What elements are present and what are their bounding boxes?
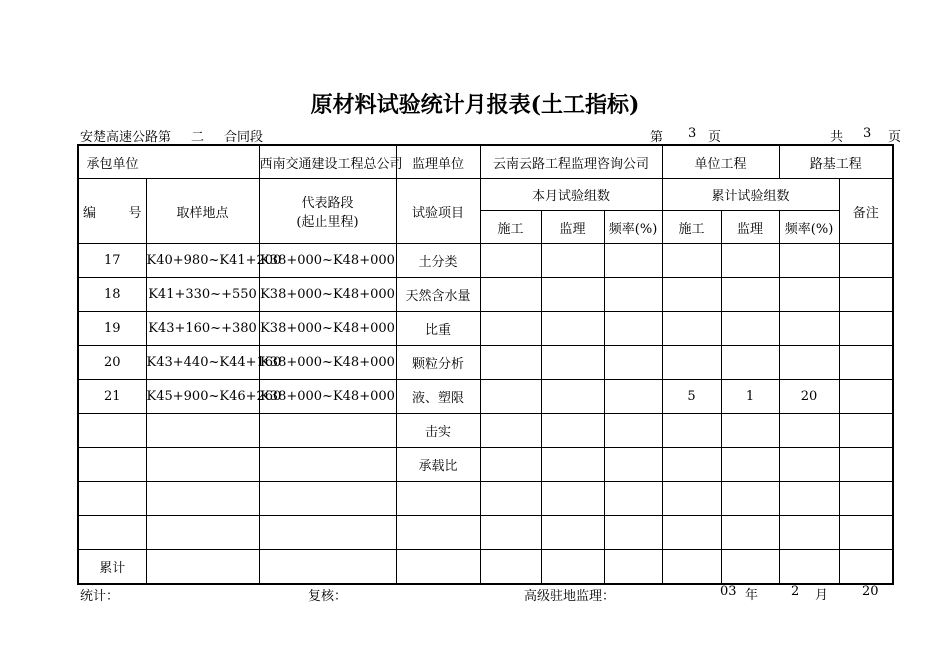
row-test-item (396, 550, 480, 585)
test-item-header: 试验项目 (396, 179, 480, 244)
row-number: 累计 (78, 550, 146, 585)
project-prefix: 安楚高速公路第 (80, 130, 172, 145)
year-value: 03 (720, 584, 737, 599)
row-site (146, 482, 259, 516)
row-test-item: 液、塑限 (396, 380, 480, 414)
row-month-frequency (604, 380, 662, 414)
row-cumulative-frequency (779, 346, 839, 380)
row-section: K38+000~K48+000 (259, 346, 396, 380)
row-cumulative-frequency (779, 550, 839, 585)
row-cumulative-construction (662, 550, 721, 585)
row-site (146, 516, 259, 550)
row-remark (839, 516, 893, 550)
row-month-construction (480, 312, 541, 346)
section-number: 二 (173, 126, 222, 146)
row-cumulative-construction (662, 516, 721, 550)
row-cumulative-construction (662, 414, 721, 448)
unit-project-label: 单位工程 (662, 145, 779, 179)
row-cumulative-supervision (721, 482, 779, 516)
row-month-construction (480, 448, 541, 482)
cumulative-frequency-header: 频率(%) (779, 211, 839, 244)
row-number: 17 (78, 244, 146, 278)
row-site (146, 414, 259, 448)
senior-supervisor-label: 高级驻地监理： (524, 589, 616, 604)
contractor-label: 承包单位 (78, 145, 146, 179)
row-remark (839, 278, 893, 312)
row-test-item: 承载比 (396, 448, 480, 482)
row-section (259, 414, 396, 448)
table-row (78, 550, 893, 585)
row-cumulative-frequency (779, 312, 839, 346)
row-cumulative-supervision (721, 346, 779, 380)
month-value: 2 (791, 584, 800, 599)
row-cumulative-construction (662, 278, 721, 312)
row-test-item: 颗粒分析 (396, 346, 480, 380)
row-month-construction (480, 346, 541, 380)
row-site (146, 550, 259, 585)
row-cumulative-frequency (779, 414, 839, 448)
row-section (259, 550, 396, 585)
row-month-frequency (604, 244, 662, 278)
month-frequency-header: 频率(%) (604, 211, 662, 244)
row-month-supervision (541, 482, 604, 516)
row-test-item: 天然含水量 (396, 278, 480, 312)
row-month-supervision (541, 346, 604, 380)
row-month-construction (480, 516, 541, 550)
row-cumulative-frequency (779, 448, 839, 482)
table-row (78, 244, 893, 278)
row-month-supervision (541, 278, 604, 312)
row-site: K43+160~+380 (146, 312, 259, 346)
row-remark (839, 244, 893, 278)
row-month-supervision (541, 244, 604, 278)
month-construction-header: 施工 (480, 211, 541, 244)
row-cumulative-supervision (721, 516, 779, 550)
row-month-supervision (541, 550, 604, 585)
row-number (78, 414, 146, 448)
row-number: 18 (78, 278, 146, 312)
row-month-construction (480, 244, 541, 278)
row-cumulative-construction (662, 312, 721, 346)
row-remark (839, 448, 893, 482)
row-site: K41+330~+550 (146, 278, 259, 312)
day-value: 20 (862, 584, 879, 599)
row-cumulative-frequency: 20 (779, 380, 839, 414)
row-section (259, 448, 396, 482)
page-unit: 页 (708, 130, 722, 145)
row-month-construction (480, 414, 541, 448)
row-section: K38+000~K48+000 (259, 278, 396, 312)
cumulative-group-header: 累计试验组数 (662, 179, 839, 211)
row-remark (839, 346, 893, 380)
row-month-frequency (604, 448, 662, 482)
row-cumulative-supervision (721, 448, 779, 482)
row-month-supervision (541, 414, 604, 448)
row-test-item: 击实 (396, 414, 480, 448)
total-unit-clip (888, 126, 902, 145)
row-site: K40+980~K41+200 (146, 244, 259, 278)
row-section (259, 482, 396, 516)
year-unit: 年 (745, 588, 759, 603)
total-number: 3 (863, 126, 872, 141)
unit-project-value: 路基工程 (779, 145, 893, 179)
row-section: K38+000~K48+000 (259, 244, 396, 278)
row-remark (839, 380, 893, 414)
row-number (78, 482, 146, 516)
row-number: 21 (78, 380, 146, 414)
number-header: 编 号 (78, 179, 146, 244)
row-month-construction (480, 482, 541, 516)
supervisor-label: 监理单位 (396, 145, 480, 179)
page-prefix: 第 (650, 130, 664, 145)
remarks-header: 备注 (839, 179, 893, 244)
row-test-item (396, 516, 480, 550)
month-unit: 月 (815, 588, 829, 603)
row-cumulative-supervision (721, 550, 779, 585)
contractor-label-pad (146, 145, 259, 179)
row-month-supervision (541, 516, 604, 550)
statistics-label: 统计： (80, 589, 120, 604)
row-cumulative-construction (662, 346, 721, 380)
page-number: 3 (688, 126, 697, 141)
table-row (78, 414, 893, 448)
row-number: 20 (78, 346, 146, 380)
row-cumulative-supervision: 1 (721, 380, 779, 414)
supervisor-value: 云南云路工程监理咨询公司 (480, 145, 662, 179)
row-remark (839, 414, 893, 448)
table-row (78, 380, 893, 414)
row-test-item: 土分类 (396, 244, 480, 278)
row-number: 19 (78, 312, 146, 346)
row-cumulative-frequency (779, 278, 839, 312)
row-section (259, 516, 396, 550)
rep-section-header: 代表路段 (起止里程) (259, 179, 396, 244)
row-month-frequency (604, 312, 662, 346)
row-cumulative-supervision (721, 244, 779, 278)
table-row (78, 278, 893, 312)
row-cumulative-frequency (779, 244, 839, 278)
row-month-frequency (604, 550, 662, 585)
total-unit: 页 (888, 130, 902, 145)
info-row (78, 145, 893, 179)
row-remark (839, 312, 893, 346)
row-remark (839, 550, 893, 585)
row-cumulative-construction (662, 448, 721, 482)
table-row (78, 312, 893, 346)
contractor-value: 西南交通建设工程总公司 (259, 145, 396, 179)
cumulative-supervision-header: 监理 (721, 211, 779, 244)
row-month-supervision (541, 448, 604, 482)
row-month-supervision (541, 312, 604, 346)
report-table (77, 144, 894, 585)
table-row (78, 516, 893, 550)
row-site (146, 448, 259, 482)
row-cumulative-construction (662, 482, 721, 516)
row-month-construction (480, 380, 541, 414)
row-section: K38+000~K48+000 (259, 312, 396, 346)
row-number (78, 516, 146, 550)
row-month-frequency (604, 414, 662, 448)
row-site: K43+440~K44+160 (146, 346, 259, 380)
header-row-1 (78, 179, 893, 211)
page-title: 原材料试验统计月报表(土工指标) (310, 92, 640, 118)
row-cumulative-construction: 5 (662, 380, 721, 414)
table-row (78, 448, 893, 482)
row-month-frequency (604, 516, 662, 550)
row-cumulative-construction (662, 244, 721, 278)
table-row (78, 346, 893, 380)
month-group-header: 本月试验组数 (480, 179, 662, 211)
row-cumulative-frequency (779, 516, 839, 550)
table-row (78, 482, 893, 516)
total-prefix: 共 (830, 130, 844, 145)
row-number (78, 448, 146, 482)
section-suffix: 合同段 (224, 130, 264, 145)
cumulative-construction-header: 施工 (662, 211, 721, 244)
page-prefix-clip (650, 126, 670, 145)
row-test-item (396, 482, 480, 516)
row-month-construction (480, 278, 541, 312)
row-month-construction (480, 550, 541, 585)
row-month-supervision (541, 380, 604, 414)
row-site: K45+900~K46+260 (146, 380, 259, 414)
row-remark (839, 482, 893, 516)
row-cumulative-supervision (721, 312, 779, 346)
row-cumulative-supervision (721, 414, 779, 448)
row-cumulative-supervision (721, 278, 779, 312)
row-cumulative-frequency (779, 482, 839, 516)
row-month-frequency (604, 278, 662, 312)
review-label: 复核： (308, 589, 348, 604)
row-month-frequency (604, 482, 662, 516)
row-month-frequency (604, 346, 662, 380)
sampling-site-header: 取样地点 (146, 179, 259, 244)
month-supervision-header: 监理 (541, 211, 604, 244)
row-test-item: 比重 (396, 312, 480, 346)
project-line (80, 126, 263, 146)
row-section: K38+000~K48+000 (259, 380, 396, 414)
